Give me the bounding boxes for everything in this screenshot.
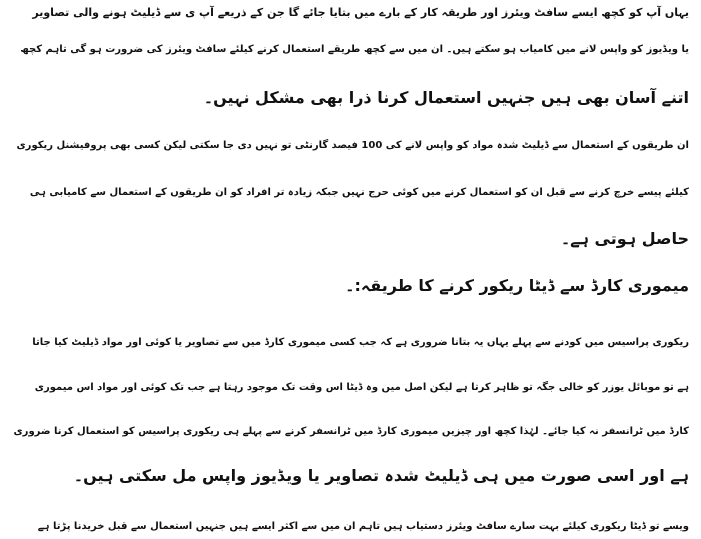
paragraph-1-line-3: اتنے آسان بھی ہیں جنہیں استعمال کرنا ذرا بھی مشکل نہیں۔ (203, 88, 689, 107)
paragraph-1-line-1: یہاں آپ کو کچھ ایسے سافٹ ویئرز اور طریقہ کار کے بارے میں بتایا جائے گا جن کے ذریعے آپ ی سے ڈیلیٹ ہونے والی تصاویر (32, 6, 689, 19)
paragraph-3-line-2: ہے تو موبائل یوزر کو خالی جگہ تو ظاہر کرتا ہے لیکن اصل میں وہ ڈیٹا اس وقت تک موجود رہتا ہے جب تک کوئی اور مواد اس میموری (34, 382, 689, 393)
paragraph-3-line-3: کارڈ میں ٹرانسفر نہ کیا جائے۔ لہٰذا کچھ اور چیزیں میموری کارڈ میں ٹرانسفر کرنے سے پہلے ہی ریکوری پراسیس کو استعمال کرنا ضروری (13, 426, 689, 437)
paragraph-2-line-2: کیلئے پیسے خرچ کرنے سے قبل ان کو استعمال کرنے میں کوئی حرج نہیں جبکہ زیادہ تر افراد کو ان طریقوں کے استعمال سے کامیابی ہی (29, 187, 689, 198)
paragraph-1-line-2: یا ویڈیوز کو واپس لانے میں کامیاب ہو سکتے ہیں۔ ان میں سے کچھ طریقے استعمال کرنے کیلئے سافٹ ویئرز کی ضرورت ہو گی تاہم کچھ (20, 44, 689, 55)
paragraph-2-line-3: حاصل ہوتی ہے۔ (560, 229, 689, 248)
paragraph-3-line-4: ہے اور اسی صورت میں ہی ڈیلیٹ شدہ تصاویر یا ویڈیوز واپس مل سکتی ہیں۔ (73, 466, 689, 485)
paragraph-2-line-1: ان طریقوں کے استعمال سے ڈیلیٹ شدہ مواد کو واپس لانے کی 100 فیصد گارنٹی تو نہیں دی جا سکتی لیکن کسی بھی پروفیشنل ریکوری (16, 140, 689, 151)
paragraph-3-line-1: ریکوری پراسیس میں کودنے سے پہلے یہاں یہ بتانا ضروری ہے کہ جب کسی میموری کارڈ میں سے تصاویر یا کوئی اور مواد ڈیلیٹ کیا جاتا (32, 337, 689, 348)
section-heading: میموری کارڈ سے ڈیٹا ریکور کرنے کا طریقہ:۔ (345, 276, 689, 295)
paragraph-4-line-1: ویسے تو ڈیٹا ریکوری کیلئے بہت سارے سافٹ ویئرز دستیاب ہیں تاہم ان میں سے اکثر ایسے ہیں جنہیں استعمال سے قبل خریدنا پڑتا ہے (37, 521, 689, 532)
